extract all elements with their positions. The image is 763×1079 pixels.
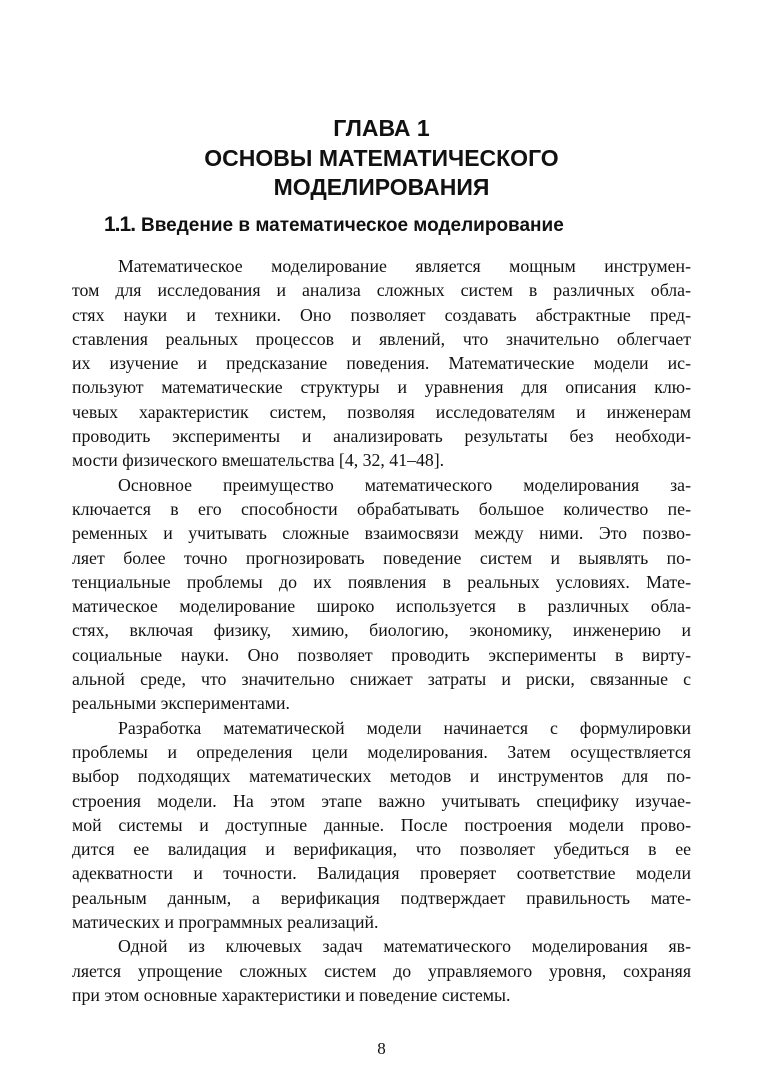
- paragraph-2: [72, 473, 691, 716]
- text-line: Основное преимущество математического моделирования за-: [118, 474, 691, 495]
- text-line: чевых характеристик систем, позволяя исследователям и инженерам: [72, 401, 691, 422]
- text-line: дится ее валидация и верификация, что позволяет убедиться в ее: [72, 839, 691, 860]
- text-line: проблемы и определения цели моделирования. Затем осуществляется: [72, 741, 691, 762]
- paragraph-1: [72, 254, 691, 473]
- text-line: их изучение и предсказание поведения. Математические модели ис-: [72, 353, 691, 374]
- text-line: мости физического вмешательства [4, 32, 41–48].: [72, 450, 445, 471]
- paragraph-3: [72, 716, 691, 935]
- chapter-label: ГЛАВА 1: [333, 115, 430, 141]
- text-line: Разработка математической модели начинается с формулировки: [118, 717, 691, 738]
- text-line: ставления реальных процессов и явлений, что значительно облегчает: [72, 328, 691, 349]
- text-line: Математическое моделирование является мощным инструмен-: [118, 256, 691, 276]
- chapter-title-line-1: ОСНОВЫ МАТЕМАТИЧЕСКОГО: [204, 145, 559, 171]
- page-number: 8: [377, 1039, 386, 1058]
- section-title: Введение в математическое моделирование: [141, 215, 564, 236]
- text-line: ременных и учитывать сложные взаимосвязи между ними. Это позво-: [72, 523, 691, 544]
- text-line: адекватности и точности. Валидация проверяет соответствие модели: [72, 863, 691, 884]
- text-line: выбор подходящих математических методов и инструментов для по-: [72, 766, 691, 787]
- text-line: альной среде, что значительно снижает затраты и риски, связанные с: [72, 669, 691, 690]
- text-line: ляется упрощение сложных систем до управляемого уровня, сохраняя: [72, 960, 691, 981]
- text-line: строения модели. На этом этапе важно учитывать специфику изучае-: [72, 790, 691, 811]
- paragraph-4: [72, 934, 691, 1007]
- text-line: мой системы и доступные данные. После построения модели прово-: [72, 814, 691, 835]
- text-line: том для исследования и анализа сложных систем в различных обла-: [72, 280, 691, 301]
- text-line: при этом основные характеристики и поведение системы.: [72, 984, 511, 1005]
- text-line: реальным данным, а верификация подтверждает правильность мате-: [72, 887, 691, 908]
- text-line: ключается в его способности обрабатывать большое количество пе-: [72, 498, 691, 519]
- text-line: реальными экспериментами.: [72, 693, 290, 714]
- text-line: стях науки и техники. Оно позволяет создавать абстрактные пред-: [72, 304, 691, 325]
- chapter-title-line-2: МОДЕЛИРОВАНИЯ: [273, 174, 490, 200]
- text-line: матическое моделирование широко используется в различных обла-: [72, 596, 691, 617]
- text-line: проводить эксперименты и анализировать результаты без необходи-: [72, 426, 691, 447]
- text-line: Одной из ключевых задач математического моделирования яв-: [118, 936, 691, 957]
- section-number: 1.1.: [104, 213, 136, 236]
- text-line: социальные науки. Оно позволяет проводить эксперименты в вирту-: [72, 644, 691, 665]
- text-line: тенциальные проблемы до их появления в реальных условиях. Мате-: [72, 571, 691, 592]
- text-line: пользуют математические структуры и уравнения для описания клю-: [72, 377, 691, 398]
- text-line: стях, включая физику, химию, биологию, экономику, инженерию и: [72, 620, 691, 641]
- body-text: [72, 254, 691, 1007]
- section-heading: [104, 211, 564, 240]
- text-line: ляет более точно прогнозировать поведение систем и выявлять по-: [72, 547, 691, 568]
- text-line: матических и программных реализаций.: [72, 912, 379, 933]
